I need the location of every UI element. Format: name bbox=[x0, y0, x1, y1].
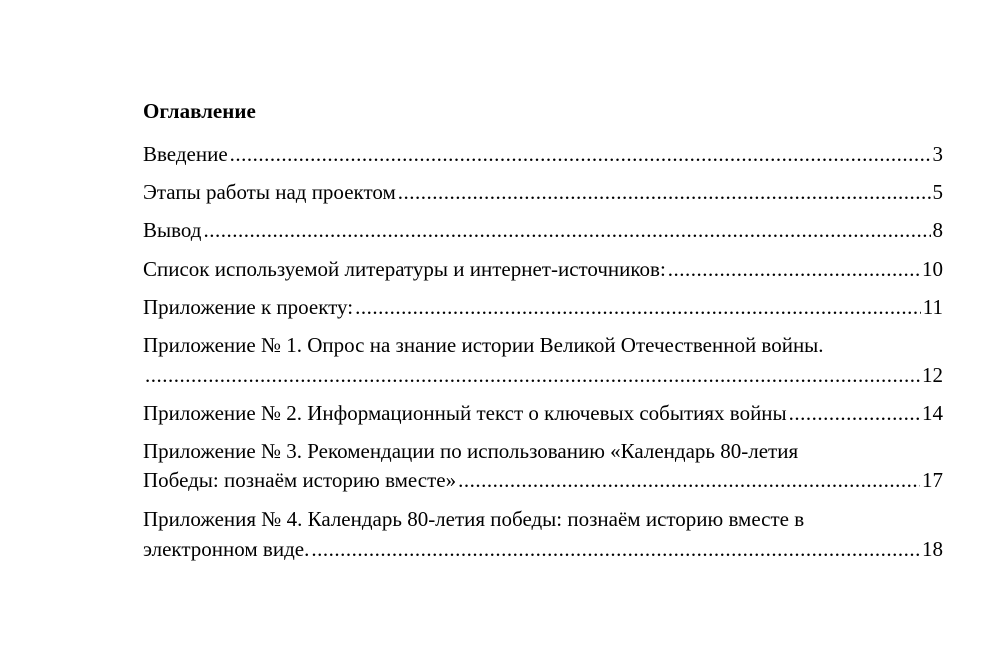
toc-entry-label: Введение bbox=[143, 142, 228, 166]
toc-dot-leader bbox=[458, 466, 920, 494]
toc-entry-label: Вывод bbox=[143, 218, 202, 242]
toc-entry-page: 18 bbox=[922, 537, 943, 561]
toc-entry-page: 11 bbox=[922, 295, 943, 319]
toc-dot-leader bbox=[668, 255, 920, 283]
toc-entry bbox=[143, 399, 943, 427]
toc-entry-page: 17 bbox=[922, 468, 943, 492]
toc-entry-label: электронном виде. bbox=[143, 537, 310, 561]
toc-entry bbox=[143, 535, 943, 563]
toc-entry bbox=[143, 255, 943, 283]
toc-entry-first-line: Приложение № 1. Опрос на знание истории Великой Отечественной войны. bbox=[143, 333, 824, 357]
toc-entry bbox=[143, 216, 943, 244]
toc-entry-label: Приложение № 2. Информационный текст о ключевых событиях войны bbox=[143, 401, 787, 425]
toc-entry bbox=[143, 293, 943, 321]
toc-entry-label: Победы: познаём историю вместе» bbox=[143, 468, 457, 492]
toc-entry-page: 3 bbox=[932, 142, 943, 166]
toc-dot-leader bbox=[789, 399, 920, 427]
toc-entry-label: Список используемой литературы и интернет-источников: bbox=[143, 257, 666, 281]
toc-entry-page: 8 bbox=[932, 218, 943, 242]
toc-entry-page: 14 bbox=[922, 401, 943, 425]
toc-entry-first-line: Приложение № 3. Рекомендации по использованию «Календарь 80-летия bbox=[143, 439, 799, 463]
toc-entry-page: 12 bbox=[922, 363, 943, 387]
toc-entry bbox=[143, 140, 943, 168]
toc-dot-leader bbox=[311, 535, 920, 563]
toc-dot-leader bbox=[203, 216, 930, 244]
toc-dot-leader bbox=[398, 178, 931, 206]
toc-dot-leader bbox=[355, 293, 921, 321]
toc-entry-page: 10 bbox=[922, 257, 943, 281]
toc-dot-leader bbox=[145, 361, 920, 389]
toc-title: Оглавление bbox=[143, 99, 256, 123]
toc-entry bbox=[143, 361, 943, 389]
toc-entry-label: Приложение к проекту: bbox=[143, 295, 354, 319]
toc-entry-page: 5 bbox=[932, 180, 943, 204]
toc-dot-leader bbox=[230, 140, 931, 168]
toc-entry-first-line: Приложения № 4. Календарь 80-летия победы: познаём историю вместе в bbox=[143, 507, 805, 531]
toc-entry-label: Этапы работы над проектом bbox=[143, 180, 396, 204]
toc-entry bbox=[143, 178, 943, 206]
toc-entry bbox=[143, 466, 943, 494]
